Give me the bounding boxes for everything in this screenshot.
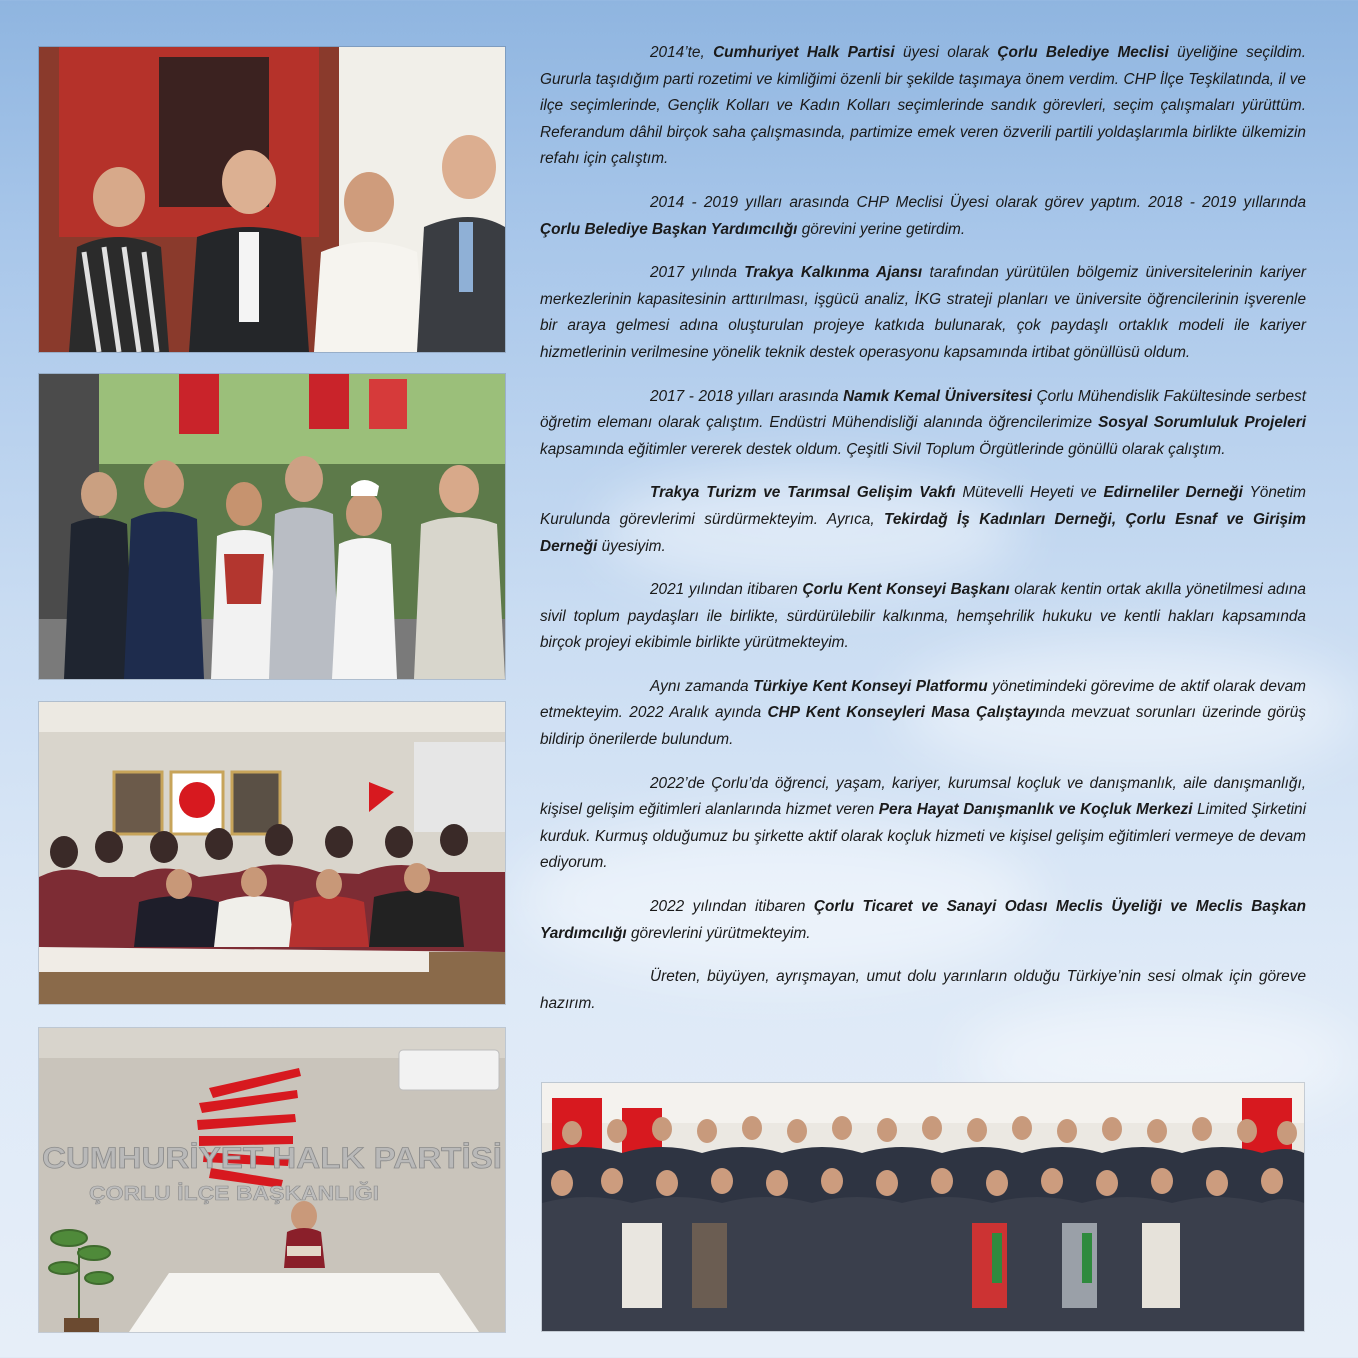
photo-rally-group xyxy=(39,374,505,679)
paragraph-3 xyxy=(540,260,1306,366)
paragraph-text: Limited Şirketini kurduk. Kurmuş olduğumuz bu şirkette aktif olarak koçluk hizmeti ve kişisel gelişim eğitimleri vermeye de devam ediyorum. xyxy=(540,801,1307,872)
paragraph-4 xyxy=(540,384,1306,464)
paragraph-10 xyxy=(540,964,1306,1017)
paragraph-9 xyxy=(540,894,1306,947)
paragraph-text: 2021 yılından itibaren xyxy=(650,581,803,599)
paragraph-text: 2014 - 2019 yılları arasında CHP Meclisi Üyesi olarak görev yaptım. 2018 - 2019 yıllarında xyxy=(650,193,1306,211)
paragraph-text: 2014’te, xyxy=(650,44,714,61)
photo-group-four xyxy=(39,47,505,352)
photo-office-sign xyxy=(39,1028,505,1332)
paragraph-text: Yönetim Kurulunda görevlerimi sürdürmekteyim. Ayrıca, xyxy=(540,484,1306,528)
paragraph-2 xyxy=(540,190,1306,243)
paragraph-text: Çorlu Mühendislik Fakültesinde serbest öğretim elemanı olarak çalıştım. Endüstri Mühendisliği alanında öğrencilerimize xyxy=(540,387,1306,432)
biography-text xyxy=(540,40,1306,1034)
paragraph-5 xyxy=(540,480,1306,560)
paragraph-text: görevlerini yürütmekteyim. xyxy=(626,924,811,942)
paragraph-6 xyxy=(540,577,1306,657)
paragraph-text: üyeliğine seçildim. Gururla taşıdığım parti rozetimi ve kimliğimi özenli bir şekilde taşımaya önem verdim. CHP İlçe Teşkilatında, il ve ilçe seçimlerinde, Gençlik Kolları ve Kadın Kolları seçimlerinde sandık görevleri, seçim çalışmaları yürüttüm. Referandum dâhil birçok saha çalışmasında, partimize emek veren özverili partili yoldaşlarımla birlikte ülkemizin refahı için çalıştım. xyxy=(540,44,1306,168)
bold-text: Edirneliler Derneği xyxy=(1103,484,1243,502)
paragraph-text: 2017 yılında xyxy=(650,264,745,282)
bold-text: Türkiye Kent Konseyi Platformu xyxy=(753,677,988,695)
bold-text: Pera Hayat Danışmanlık ve Koçluk Merkezi xyxy=(878,801,1193,819)
paragraph-text: 2017 - 2018 yılları arasında xyxy=(650,387,844,405)
paragraph-text: olarak kentin ortak akılla yönetilmesi adına sivil toplum paydaşları ile birlikte, sürdürülebilir kalkınma, hemşehrilik hukuku ve kentli hakları kapsamında birçok projeyi ekibimle birlikte yürütmekteyim. xyxy=(540,581,1306,652)
bold-text: Sosyal Sorumluluk Projeleri xyxy=(1098,414,1306,432)
paragraph-1 xyxy=(540,40,1306,173)
bold-text: CHP Kent Konseyleri Masa Çalıştayı xyxy=(767,704,1040,722)
paragraph-7 xyxy=(540,674,1306,754)
paragraph-text: kapsamında eğitimler vererek destek oldum. Çeşitli Sivil Toplum Örgütlerinde gönüllü olarak çalıştım. xyxy=(540,440,1226,458)
sign-line-2: ÇORLU İLÇE BAŞKANLIĞI xyxy=(89,1183,342,1205)
paragraph-text: görevini yerine getirdim. xyxy=(797,220,966,238)
bold-text: Çorlu Belediye Meclisi xyxy=(997,44,1169,61)
bold-text: Cumhuriyet Halk Partisi xyxy=(713,44,895,61)
bold-text: Trakya Turizm ve Tarımsal Gelişim Vakfı xyxy=(650,484,956,502)
paragraph-text: üyesi olarak xyxy=(894,44,998,61)
paragraph-text: üyesiyim. xyxy=(597,537,666,555)
bold-text: Trakya Kalkınma Ajansı xyxy=(744,264,923,282)
photo-large-group xyxy=(542,1083,1304,1331)
paragraph-text: Üreten, büyüyen, ayrışmayan, umut dolu yarınların olduğu Türkiye’nin sesi olmak için göreve hazırım. xyxy=(540,968,1306,1012)
bold-text: Çorlu Kent Konseyi Başkanı xyxy=(802,581,1010,599)
paragraph-text: 2022’de Çorlu’da öğrenci, yaşam, kariyer, kurumsal koçluk ve danışmanlık, aile danışmanlığı, kişisel gelişim eğitimleri alanlarında hizmet veren xyxy=(540,774,1306,819)
paragraph-8 xyxy=(540,771,1306,877)
bold-text: Çorlu Ticaret ve Sanayi Odası Meclis Üyeliği ve Meclis Başkan Yardımcılığı xyxy=(540,898,1306,942)
bold-text: Tekirdağ İş Kadınları Derneği, Çorlu Esnaf ve Girişim Derneği xyxy=(540,510,1306,555)
paragraph-text: tarafından yürütülen bölgemiz üniversitelerinin kariyer merkezlerinin kapasitesinin arttırılması, işgücü analiz, İKG strateji planları ve üniversite öğrencilerinin işverenle bir araya gelmesi adına oluşturulan projeye katkıda bulunarak, çok paydaşlı ortaklık modeli ile kariyer hizmetlerinin verilmesine yönelik teknik destek operasyonu kapsamında irtibat gönüllüsü oldum. xyxy=(540,264,1306,361)
paragraph-text: nda mevzuat sorunları üzerinde görüş bildirip önerilerde bulundum. xyxy=(540,704,1306,749)
bold-text: Namık Kemal Üniversitesi xyxy=(843,387,1032,405)
paragraph-text: 2022 yılından itibaren xyxy=(650,898,814,916)
paragraph-text: Mütevelli Heyeti ve xyxy=(955,484,1104,502)
paragraph-text: yönetimindeki görevime de aktif olarak devam etmekteyim. 2022 Aralık ayında xyxy=(540,677,1307,722)
sign-line-1: CUMHURİYET HALK PARTİSİ xyxy=(42,1142,502,1175)
paragraph-text: Aynı zamanda xyxy=(650,677,754,695)
photo-meeting-room xyxy=(39,702,505,1004)
bold-text: Çorlu Belediye Başkan Yardımcılığı xyxy=(540,220,798,238)
